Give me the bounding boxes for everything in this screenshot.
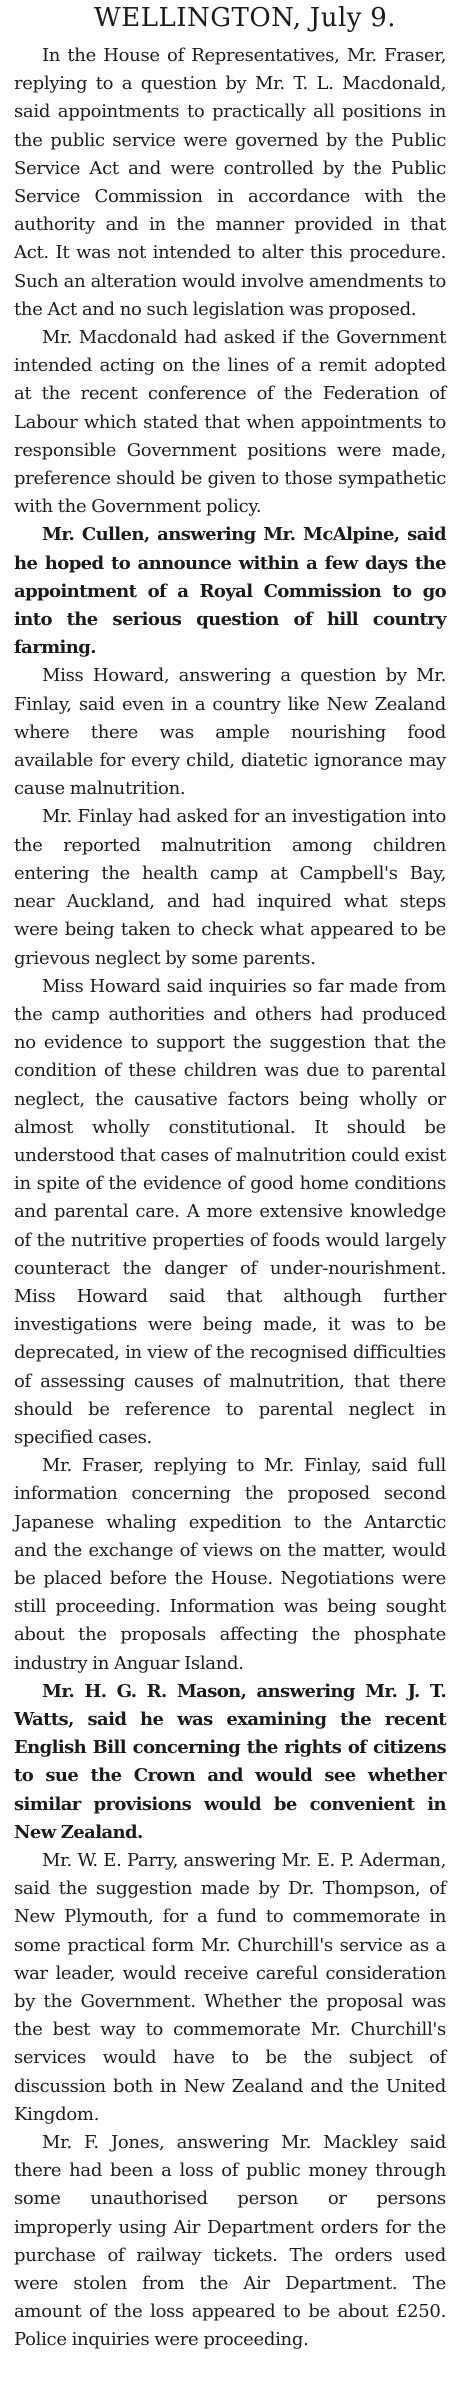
paragraph-air-department-loss: Mr. F. Jones, answering Mr. Mackley said there had been a loss of public money through some unauthorised person or persons improperly using Air Department orders for the purchase of railway tickets. The orders used were stolen from the Air Department. The amount of the loss appeared to be about £250. Police inquiries were proceeding.: [14, 2132, 446, 2351]
paragraph-macdonald-remit: Mr. Macdonald had asked if the Government intended acting on the lines of a remit adopted at the recent conference of the Federation of Labour which stated that when appointments to responsible Government positions were made, preference should be given to those sympathetic with the Government policy.: [14, 327, 446, 518]
paragraph-whaling-expedition: Mr. Fraser, replying to Mr. Finlay, said full information concerning the proposed second Japanese whaling expedition to the Antarctic and the exchange of views on the matter, would be placed before the House. Negotiations were still proceeding. Information was being sought about the proposals affecting the phosphate industry in Anguar Island.: [14, 1455, 446, 1674]
paragraph-howard-inquiries: Miss Howard said inquiries so far made from the camp authorities and others had produced no evidence to support the suggestion that the condition of these children was due to parental neglect, the causative factors being wholly or almost wholly constitutional. It should be understood that cases of malnutrition could exist in spite of the evidence of good home conditions and parental care. A more extensive knowledge of the nutritive properties of foods would largely counteract the danger of under-nourishment. Miss Howard said that although further investigations were being made, it was to be deprecated, in view of the recognised difficulties of assessing causes of malnutrition, that there should be reference to parental neglect in specified cases.: [14, 975, 446, 1448]
paragraph-royal-commission: Mr. Cullen, answering Mr. McAlpine, said he hoped to announce within a few days the appointment of a Royal Commission to go into the serious question of hill country farming.: [14, 524, 446, 659]
paragraph-malnutrition-answer: Miss Howard, answering a question by Mr. Finlay, said even in a country like New Zealand where there was ample nourishing food available for every child, diatetic ignorance may cause malnutrition.: [14, 665, 446, 800]
paragraph-english-bill: Mr. H. G. R. Mason, answering Mr. J. T. Watts, said he was examining the recent English Bill concerning the rights of citizens to sue the Crown and would see whether similar provisions would be convenient in New Zealand.: [14, 1680, 446, 1843]
paragraph-public-service: In the House of Representatives, Mr. Fraser, replying to a question by Mr. T. L. Macdonald, said appointments to practically all positions in the public service were governed by the Public Service Act and were controlled by the Public Service Commission in accordance with the authority and in the manner provided in that Act. It was not intended to alter this procedure. Such an alteration would involve amendments to the Act and no such legislation was proposed.: [14, 45, 446, 320]
dateline: WELLINGTON, July 9.: [94, 3, 397, 33]
paragraph-finlay-investigation: Mr. Finlay had asked for an investigation into the reported malnutrition among children entering the health camp at Campbell's Bay, near Auckland, and had inquired what steps were being taken to check what appeared to be grievous neglect by some parents.: [14, 806, 446, 969]
paragraph-churchill-fund: Mr. W. E. Parry, answering Mr. E. P. Aderman, said the suggestion made by Dr. Thompson, of New Plymouth, for a fund to commemorate in some practical form Mr. Churchill's service as a war leader, would receive careful consideration by the Government. Whether the proposal was the best way to commemorate Mr. Churchill's services would have to be the subject of discussion both in New Zealand and the United Kingdom.: [14, 1850, 446, 2125]
